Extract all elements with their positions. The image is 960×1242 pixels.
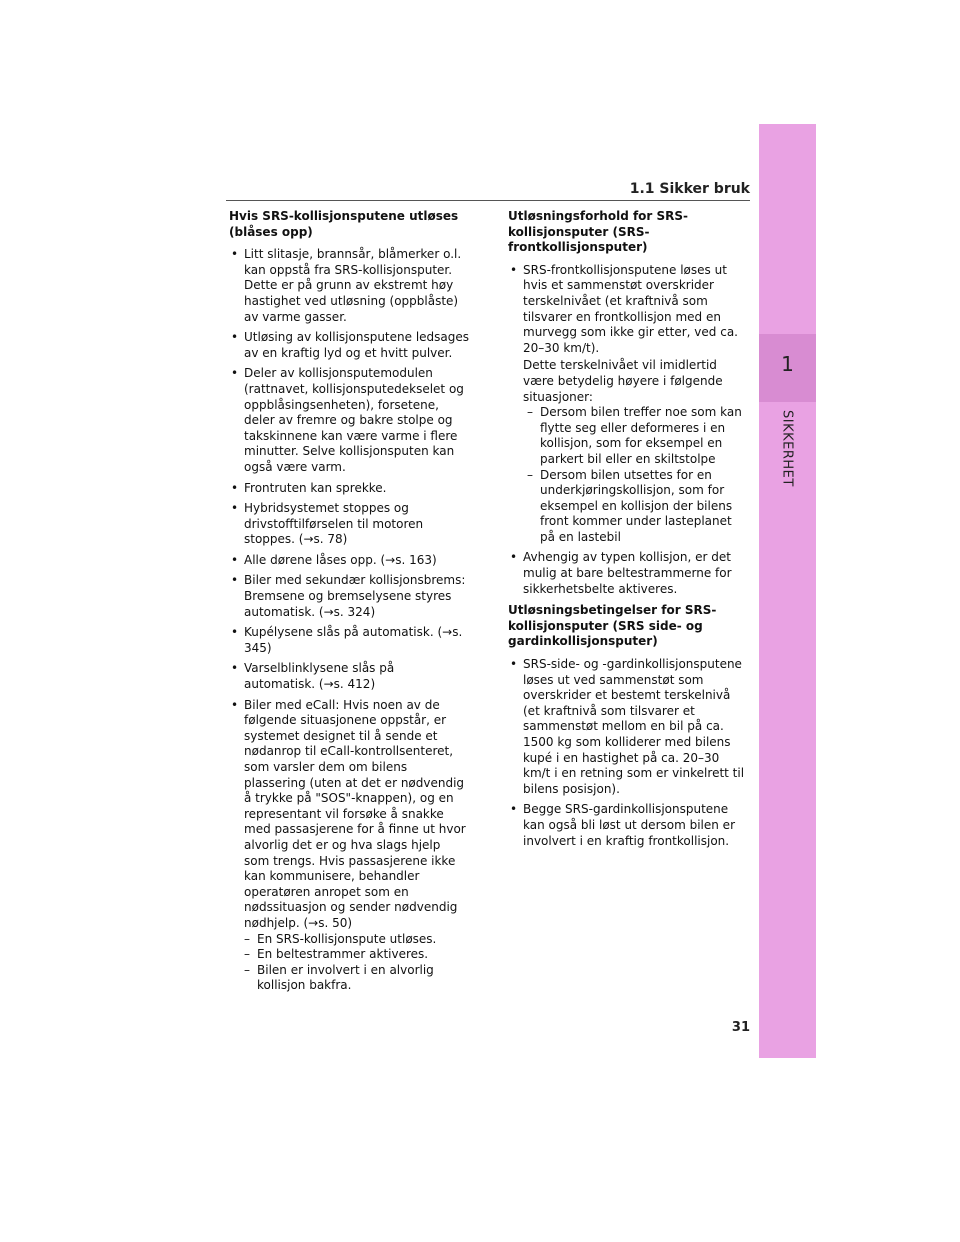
list-item: • Utløsing av kollisjonsputene ledsages av en kraftig lyd og et hvitt pulver.: [231, 330, 470, 360]
list-item: • Varselblinklysene slås på automatisk. (→s. 412): [231, 661, 395, 692]
paragraph: Dette terskelnivået vil imidlertid være betydelig høyere i følgende situasjoner:: [523, 358, 723, 404]
list-item: • Deler av kollisjonsputemodulen (rattnavet, kollisjonsputedekselet og oppblåsingsenheten), forsetene, deler av fremre og bakre stolpe og takskinnene kan være varme i flere minutter. Selve kollisjonsputen kan også være varm.: [231, 366, 464, 474]
sub-list-item: – Bilen er involvert i en alvorlig kollisjon bakfra.: [244, 962, 434, 993]
header-divider: [226, 200, 750, 201]
section-heading: Hvis SRS-kollisjonsputene utløses (blåses opp): [229, 209, 459, 239]
right-column: [508, 209, 748, 854]
section-heading: Utløsningsforhold for SRS-kollisjonsputer (SRS-frontkollisjonsputer): [508, 209, 689, 255]
left-column: [229, 209, 469, 999]
list-item: • SRS-frontkollisjonsputene løses ut hvis et sammenstøt overskrider terskelnivået (et kraftnivå som tilsvarer en frontkollisjon med en murvegg som ikke gir etter, ved ca. 20–30 km/t). Dette terskelnivået vil imidlertid være betydelig høyere i følgende situasjoner: – Dersom bilen treffer noe som kan flytte seg eller deformeres i en kollisjon, som for eksempel en parkert bil eller en skiltstolpe – Dersom bilen utsettes for en underkjøringskollisjon, som for eksempel en kollisjon der bilens front kommer under lasteplanet på en lastebil: [508, 263, 748, 546]
sub-list-item: – Dersom bilen utsettes for en underkjøringskollisjon, som for eksempel en kollisjon der bilens front kommer under lasteplanet på en lastebil: [527, 467, 733, 544]
page-number: 31: [731, 1020, 750, 1035]
chapter-label-container: [759, 410, 816, 610]
list-item: • Begge SRS-gardinkollisjonsputene kan også bli løst ut dersom bilen er involvert i en kraftig frontkollisjon.: [510, 802, 735, 848]
list-item: • Kupélysene slås på automatisk. (→s. 345): [231, 625, 463, 655]
list-item: • Biler med sekundær kollisjonsbrems: Bremsene og bremselysene styres automatisk. (→s. 324): [231, 573, 466, 619]
list-item: • Frontruten kan sprekke.: [231, 480, 387, 495]
sub-list-item: – En SRS-kollisjonspute utløses.: [244, 931, 437, 946]
list-item: • Hybridsystemet stoppes og drivstofftilførselen til motoren stoppes. (→s. 78): [231, 501, 424, 547]
section-heading: Utløsningsbetingelser for SRS-kollisjonsputer (SRS side- og gardinkollisjonsputer): [508, 603, 717, 649]
list-item: • Avhengig av typen kollisjon, er det mulig at bare beltestrammerne for sikkerhetsbelte aktiveres.: [510, 550, 732, 596]
section-title: 1.1 Sikker bruk: [629, 181, 750, 197]
sub-list-item: – En beltestrammer aktiveres.: [244, 947, 429, 962]
list-item: • SRS-side- og -gardinkollisjonsputene løses ut ved sammenstøt som overskrider et bestemt terskelnivå (et kraftnivå som tilsvarer et sammenstøt mellom en bil på ca. 1500 kg som kolliderer med bilens kupé i en hastighet på ca. 20–30 km/t i en retning som er vinkelrett til bilens posisjon).: [510, 657, 745, 796]
list-item: • Litt slitasje, brannsår, blåmerker o.l. kan oppstå fra SRS-kollisjonsputer. Dette er på grunn av ekstremt høy hastighet ved utløsning (oppblåste) av varme gasser.: [231, 247, 462, 324]
chapter-label: SIKKERHET: [779, 410, 795, 487]
chapter-number: 1: [781, 352, 794, 376]
list-item: • Biler med eCall: Hvis noen av de følgende situasjonene oppstår, er systemet designet til å sende et nødanrop til eCall-kontrollsenteret, som varsler dem om bilens plassering (uten at det er nødvendig å trykke på "SOS"-knappen), og en representant vil forsøke å snakke med passasjerene for å finne ut hvor alvorlig det er og hva slags hjelp som trengs. Hvis passasjerene ikke kan kommunisere, behandler operatøren anropet som en nødssituasjon og sender nødvendig nødhjelp. (→s. 50) – En SRS-kollisjonspute utløses. – En beltestrammer aktiveres. – Bilen er involvert i en alvorlig kollisjon bakfra.: [229, 698, 469, 994]
list-item: • Alle dørene låses opp. (→s. 163): [231, 552, 437, 567]
sub-list-item: – Dersom bilen treffer noe som kan flytte seg eller deformeres i en kollisjon, som for eksempel en parkert bil eller en skiltstolpe: [527, 405, 742, 466]
